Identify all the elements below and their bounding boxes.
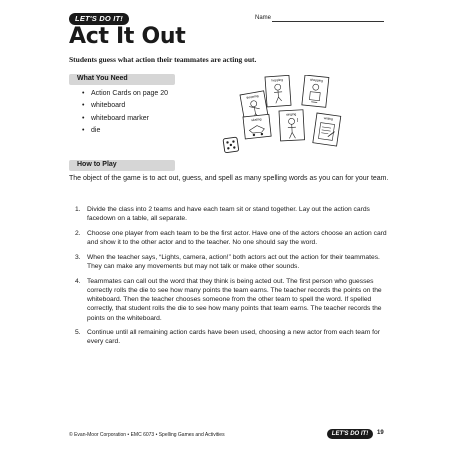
card-label: hopping xyxy=(271,77,284,83)
step-number: 3. xyxy=(75,253,81,261)
step-text: Choose one player from each team to be the first actor. Have one of the actors choose an action card and show it to the other actor and to the teacher. No one should say the word. xyxy=(87,229,387,247)
list-item xyxy=(75,205,395,223)
card-label: singing xyxy=(286,112,297,117)
list-item: • die xyxy=(82,125,168,137)
action-card-hopping xyxy=(265,75,291,107)
lets-do-it-badge: LET'S DO IT! xyxy=(69,13,129,25)
copyright-footer: © Evan-Moor Corporation • EMC 6073 • Spelling Games and Activities xyxy=(69,432,225,438)
bullet-icon: • xyxy=(82,114,85,122)
card-label: shopping xyxy=(309,77,324,83)
page-number: 19 xyxy=(377,430,384,436)
action-card-shopping xyxy=(302,75,329,107)
list-item: • whiteboard marker xyxy=(82,113,168,125)
card-label: skating xyxy=(251,117,262,123)
action-cards-illustration xyxy=(215,75,375,165)
bullet-icon: • xyxy=(82,90,85,97)
what-you-need-heading-bar xyxy=(69,74,175,85)
step-text: Teammates can call out the word that they think is being acted out. The first person who guesses correctly rolls the die to see how many points the team earns. The teacher records the points on the whiteboard. Then the teacher chooses someone from the other team to spell the word. If spelled correctly, that student rolls the die to see how many points that team earns. The teacher records the points on the whiteboard. xyxy=(87,277,382,322)
what-you-need-heading: What You Need xyxy=(77,75,128,82)
name-line xyxy=(272,21,384,22)
step-text: When the teacher says, “Lights, camera, action!” both actors act out the action for their teammates. They can make any movements but may not talk or make other sounds. xyxy=(87,253,380,271)
step-number: 5. xyxy=(75,329,81,337)
list-item xyxy=(75,328,395,346)
card-label: throwing xyxy=(246,93,259,100)
page-subtitle: Students guess what action their teammates are acting out. xyxy=(69,55,257,64)
list-item: • whiteboard xyxy=(82,100,168,112)
step-text: Divide the class into 2 teams and have each team sit or stand together. Lay out the action cards facedown on a table, all separate. xyxy=(87,206,370,223)
action-card-singing xyxy=(279,110,305,141)
list-item xyxy=(75,229,395,247)
page-title: Act It Out xyxy=(69,24,186,49)
how-to-play-heading: How to Play xyxy=(77,161,117,168)
step-number: 2. xyxy=(75,229,81,237)
die-icon xyxy=(223,137,239,153)
action-card-skating xyxy=(243,114,271,139)
step-text: Continue until all remaining action cards have been used, choosing a new actor from each team for every card. xyxy=(87,329,380,346)
step-number: 1. xyxy=(75,206,81,213)
step-number: 4. xyxy=(75,277,81,285)
bullet-icon: • xyxy=(82,126,85,134)
materials-list xyxy=(82,88,168,137)
list-item: • Action Cards on page 20 xyxy=(82,88,168,100)
how-to-play-heading-bar xyxy=(69,160,175,171)
list-item xyxy=(75,277,395,323)
instructions-list xyxy=(75,205,395,352)
action-card-writing xyxy=(313,113,341,146)
action-cards-svg xyxy=(215,75,375,165)
name-label: Name xyxy=(255,15,272,21)
footer-lets-do-it-badge: LET'S DO IT! xyxy=(327,429,373,439)
bullet-icon: • xyxy=(82,102,85,110)
list-item xyxy=(75,253,395,271)
game-intro: The object of the game is to act out, guess, and spell as many spelling words as you can for your team. xyxy=(69,175,389,182)
card-label: writing xyxy=(323,116,334,122)
